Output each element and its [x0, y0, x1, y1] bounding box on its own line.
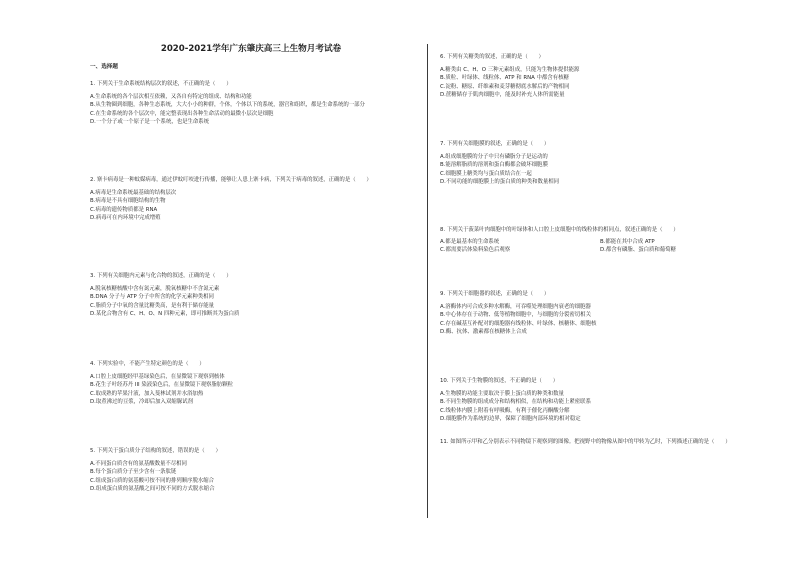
option-b: B.DNA 分子与 ATP 分子中所含的化学元素种类相同 [90, 294, 214, 301]
option-b: B.花生子叶经苏丹 III 染液染色后，在显微镜下观察脂肪颗粒 [90, 382, 233, 389]
option-d: D.取煮沸过的豆浆，冷却后加入双缩脲试剂 [90, 399, 193, 406]
option-b: B.中心体存在于动物、低等植物细胞中，与细胞的分裂密切相关 [440, 312, 591, 319]
option-b: B.病毒是不具有细胞结构的生物 [90, 198, 166, 205]
option-d: D.不同功能的细胞膜上的蛋白质的种类和数量相同 [440, 179, 560, 186]
option-c: C.取成熟的苹果汁液，加入斐林试剂并水浴加热 [90, 390, 204, 397]
option-c: C.线粒体内膜上附着有呼吸酶，有利于催化丙酮酸分解 [440, 407, 570, 414]
option-c: C.存在碱基互补配对的细胞器有线粒体、叶绿体、核糖体、细胞核 [440, 320, 597, 327]
question-9 [440, 290, 766, 337]
question-1 [90, 80, 416, 127]
option-d: D.某化合物含有 C、H、O、N 四种元素，即可推断其为蛋白质 [90, 311, 240, 318]
question-stem: 9. 下列关于细胞器的叙述，正确的是（ ） [440, 291, 550, 297]
question-7 [440, 140, 766, 187]
question-stem: 3. 下列有关细胞内元素与化合物的叙述，正确的是（ ） [90, 273, 232, 279]
question-6 [440, 53, 766, 100]
question-stem: 10. 下列关于生物膜的叙述，不正确的是（ ） [440, 378, 559, 384]
option-a: A.糖类由 C、H、O 三种元素组成，只能为生物体提供能源 [440, 66, 580, 73]
option-a: A.组成细胞膜的分子中只有磷脂分子是运动的 [440, 153, 548, 160]
option-a: A.溶酶体内可合成多种水解酶，可吞噬处理细胞内衰老的细胞器 [440, 303, 591, 310]
option-a: A.都是最基本的生命系统 [440, 238, 500, 245]
option-d: D.酶、抗体、激素都在核糖体上合成 [440, 329, 527, 336]
question-stem: 1. 下列关于生命系统结构层次的叙述，不正确的是（ ） [90, 81, 232, 87]
question-8 [440, 226, 766, 255]
option-a: A.不同蛋白质含有的氨基酸数量不尽相同 [90, 460, 187, 467]
question-stem: 8. 下列关于菠菜叶肉细胞中的叶绿体和人口腔上皮细胞中的线粒体的相同点，叙述正确的是（ ） [440, 227, 679, 233]
option-a: A.脱氧核糖核酸中含有氮元素，脱氧核糖中不含氮元素 [90, 285, 220, 292]
option-d: D.病毒可在内环境中完成增殖 [90, 215, 161, 222]
question-stem: 7. 下列有关细胞膜的叙述，正确的是（ ） [440, 141, 550, 147]
page-title: 2020-2021学年广东肇庆高三上生物月考试卷 [160, 44, 342, 54]
option-b: B.能溶解脂质的溶剂和蛋白酶都会破坏细胞膜 [440, 162, 548, 169]
question-stem: 6. 下列有关糖类的叙述，正确的是（ ） [440, 54, 544, 60]
column-divider [427, 44, 428, 518]
option-a: A.生命系统的各个层次相互依赖，又各自有特定的组成、结构和功能 [90, 93, 252, 100]
option-d: D.组成蛋白质的氨基酸之间可按不同的方式脱水缩合 [90, 486, 215, 493]
option-b: B.每个蛋白质分子至少含有一条肽链 [90, 469, 177, 476]
option-c: C.细胞膜上糖类均与蛋白质结合在一起 [440, 170, 532, 177]
question-stem: 4. 下列实验中，不能产生特定颜色的是（ ） [90, 361, 205, 367]
question-2 [90, 176, 416, 223]
option-a: A.口腔上皮细胞经甲基绿染色后，在显微镜下观察到核体 [90, 373, 225, 380]
section-heading: 一、选择题 [90, 64, 118, 70]
option-b: B.质粒、叶绿体、线粒体、ATP 和 RNA 中都含有核糖 [440, 75, 569, 82]
option-a: A.病毒是生命系统最基础的结构层次 [90, 189, 177, 196]
option-c: C.组成蛋白质的氨基酸可按不同的排列顺序脱水缩合 [90, 477, 215, 484]
question-3 [90, 272, 416, 319]
option-c: C.在生命系统的各个层次中，能完整表现出各种生命活动的最微小层次是细胞 [90, 110, 274, 117]
option-d: D.细胞膜作为系统的边界，保障了细胞内部环境的相对稳定 [440, 416, 581, 423]
option-d: D.都含有磷脂、蛋白质和葡萄糖 [600, 247, 676, 254]
question-11 [440, 438, 766, 447]
option-d: D.蔗糖储存于肌肉细胞中，能及时补充人体所需能量 [440, 92, 565, 99]
option-b: B.从生物圈到细胞，各种生态系统，大大小小的种群，个体，个体以下的系统，器官和组织，都是生命系统的一部分 [90, 102, 365, 109]
question-10 [440, 377, 766, 424]
option-c: C.都需要活体染料染色后观察 [440, 247, 511, 254]
option-c: C.淀粉、糖原、纤维素和麦芽糖彻底水解后的产物相同 [440, 83, 570, 90]
option-b: B.不同生物膜的组成成分和结构相似，在结构和功能上紧密联系 [440, 399, 591, 406]
question-stem: 2. 寨卡病毒是一种蚊媒病毒，通过伊蚊叮咬进行传播，能够让人患上寨卡病，下列关于病毒的叙述，正确的是（ ） [90, 177, 372, 183]
option-c: C.病毒的遗传物质都是 RNA [90, 206, 158, 213]
question-4 [90, 360, 416, 407]
question-5 [90, 447, 416, 494]
question-stem: 5. 下列关于蛋白质分子结构的叙述，错误的是（ ） [90, 448, 221, 454]
option-b: B.都能在其中合成 ATP [600, 238, 655, 245]
option-d: D.一个分子或一个原子是一个系统，也是生命系统 [90, 119, 210, 126]
option-c: C.脂质分子中氧的含量比糖类高，是有利于储存能量 [90, 302, 215, 309]
question-stem: 11. 如图所示甲和乙分别表示不同物镜下观察到的图像。把视野中的物像从图中的甲转为乙时，下列描述正确的是（ ） [440, 439, 731, 445]
option-a: A.生物膜的功能主要取决于膜上蛋白质的种类和数量 [440, 390, 564, 397]
